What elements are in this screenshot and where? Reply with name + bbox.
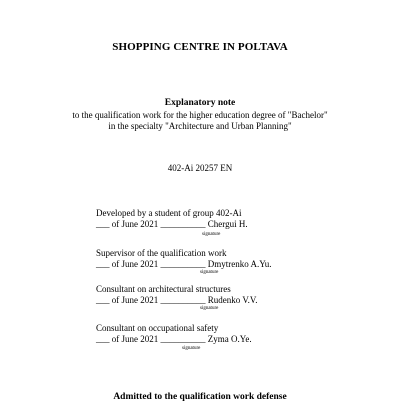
signature-caption: signature (202, 232, 221, 237)
signature-block-supervisor (96, 248, 272, 275)
note-description-line-1: to the qualification work for the higher education degree of "Bachelor" (72, 110, 328, 120)
document-title: SHOPPING CENTRE IN POLTAVA (112, 41, 288, 53)
signature-block-architectural-consultant (96, 284, 258, 311)
signature-date-line: ___ of June 2021 __________ Dmytrenko A.Yu. (96, 259, 272, 269)
signature-caption: signature (200, 306, 219, 311)
note-heading: Explanatory note (164, 98, 236, 108)
signature-date-line: ___ of June 2021 __________ Zyma O.Ye. (96, 334, 252, 344)
signature-date-line: ___ of June 2021 __________ Rudenko V.V. (96, 295, 258, 305)
signature-date-line: ___ of June 2021 __________ Chergui H. (96, 219, 248, 229)
signature-block-student (96, 208, 248, 237)
signature-caption: signature (182, 346, 201, 351)
document-code: 402-Ai 20257 EN (167, 163, 233, 173)
note-description-line-2: in the specialty "Architecture and Urban Planning" (108, 121, 292, 131)
admission-line: Admitted to the qualification work defense (113, 392, 287, 402)
signature-role: Supervisor of the qualification work (96, 248, 227, 258)
signature-caption: signature (200, 270, 219, 275)
signature-block-safety-consultant (96, 323, 252, 351)
signature-role: Consultant on architectural structures (96, 284, 231, 294)
signature-role: Developed by a student of group 402-Ai (96, 208, 242, 218)
signature-role: Consultant on occupational safety (96, 323, 219, 333)
